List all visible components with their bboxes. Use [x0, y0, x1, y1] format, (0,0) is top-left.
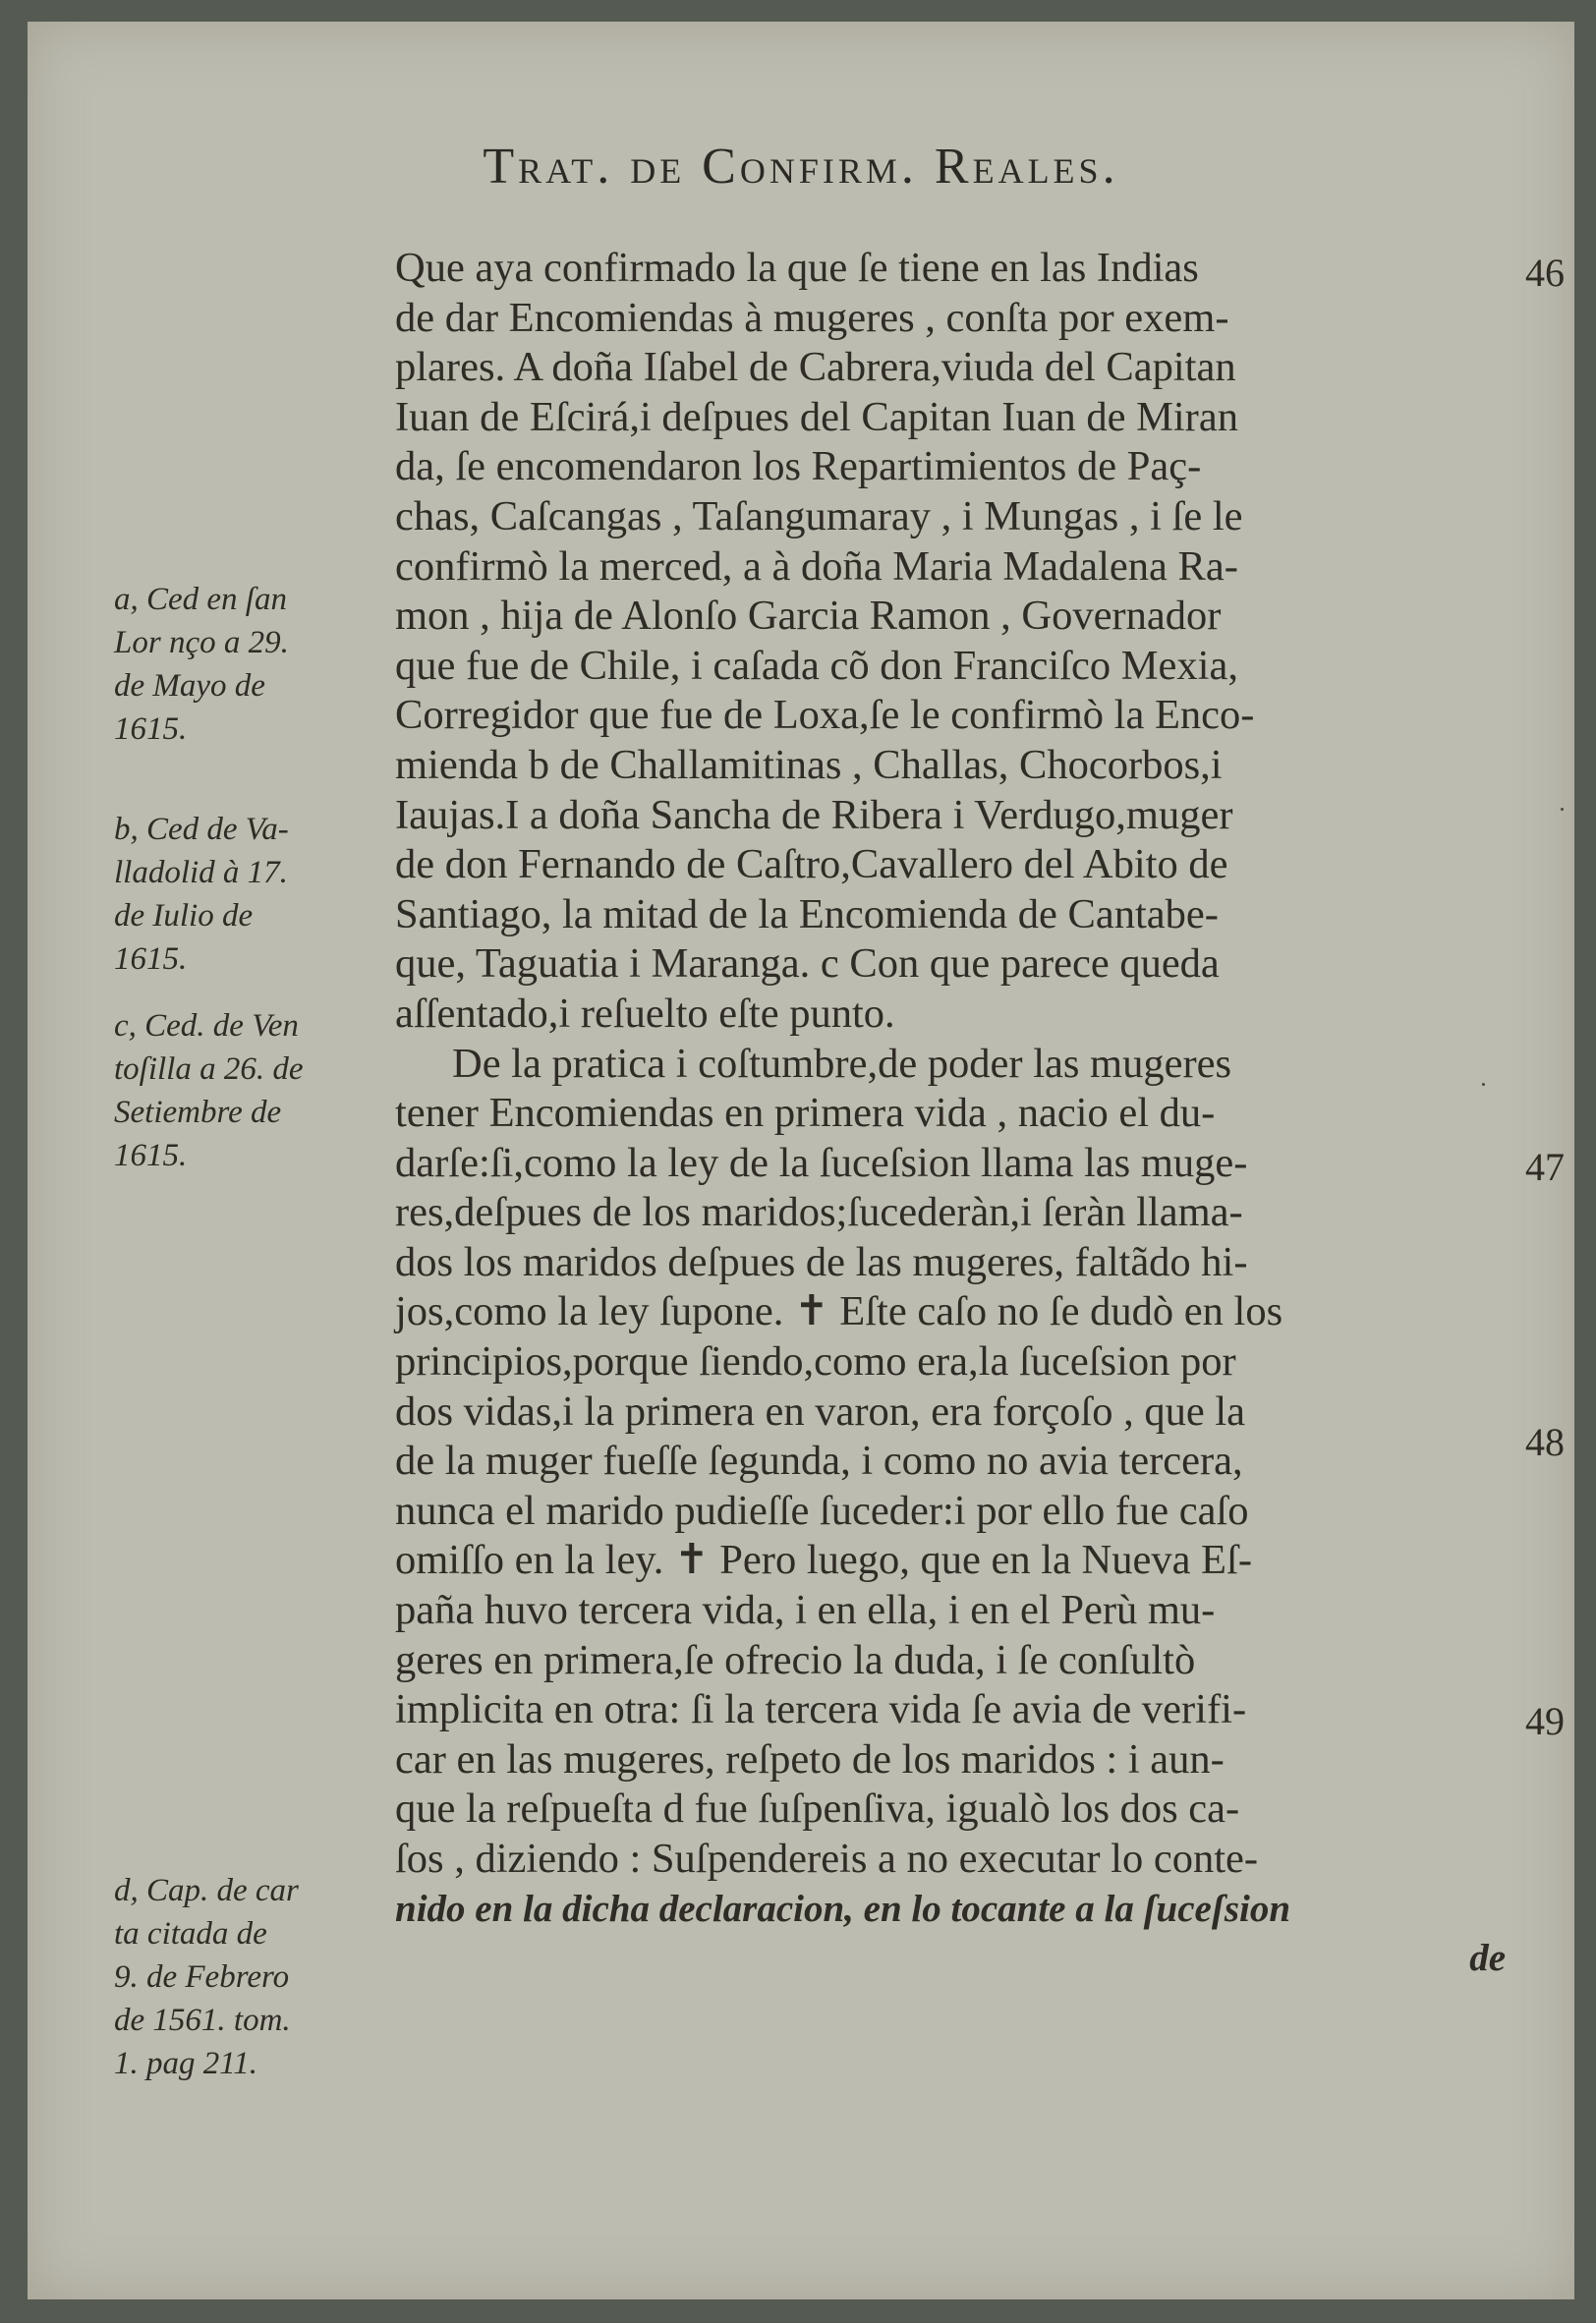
margin-note-line: c, Ced. de Ven	[114, 1008, 299, 1044]
text-line: principios,porque ſiendo,como era,la ſuceſsion por	[395, 1338, 1236, 1386]
text-line: implicita en otra: ſi la tercera vida ſe avia de verifi-	[395, 1686, 1247, 1733]
text-line: que fue de Chile, i caſada cõ don Franciſco Mexia,	[395, 642, 1238, 689]
paragraph-number-46: 46	[1525, 251, 1565, 295]
margin-note-line: 1615.	[114, 711, 188, 747]
text-line: geres en primera,ſe ofrecio la duda, i ſe conſultò	[395, 1636, 1196, 1683]
margin-note-line: 9. de Febrero	[114, 1959, 290, 1995]
text-line: de la muger fueſſe ſegunda, i como no avia tercera,	[395, 1438, 1243, 1485]
margin-note-line: 1. pag 211.	[114, 2046, 258, 2081]
text-line: da, ſe encomendaron los Repartimientos de Paç-	[395, 443, 1202, 490]
margin-note-line: de 1561. tom.	[114, 2003, 291, 2038]
text-line: Iuan de Eſcirá,i deſpues del Capitan Iuan de Miran	[395, 393, 1238, 440]
text-line: car en las mugeres, reſpeto de los maridos : i aun-	[395, 1735, 1225, 1783]
text-line: chas, Caſcangas , Taſangumaray , i Mungas , i ſe le	[395, 492, 1243, 539]
text-line: plares. A doña Iſabel de Cabrera,viuda del Capitan	[395, 344, 1236, 391]
text-line: confirmò la merced, a à doña Maria Madalena Ra-	[395, 542, 1238, 590]
text-line: Corregidor que fue de Loxa,ſe le confirmò la Enco-	[395, 692, 1255, 739]
text-line: que la reſpueſta d fue ſuſpenſiva, igualò los dos ca-	[395, 1785, 1240, 1833]
margin-note-line: d, Cap. de car	[114, 1873, 299, 1908]
text-line: nido en la dicha declaracion, en lo tocante a la ſuceſsion	[395, 1887, 1291, 1930]
text-line: Santiago, la mitad de la Encomienda de Cantabe-	[395, 890, 1219, 937]
margin-note-line: Lor nço a 29.	[114, 625, 289, 660]
margin-note-d	[114, 1869, 399, 2085]
margin-note-line: de Iulio de	[114, 898, 254, 934]
margin-note-line: b, Ced de Va-	[114, 812, 289, 847]
text-line: res,deſpues de los maridos;ſucederàn,i ſeràn llama-	[395, 1189, 1243, 1236]
margin-note-line: Setiembre de	[114, 1095, 282, 1130]
margin-note-line: ta citada de	[114, 1916, 267, 1952]
text-line: Iaujas.I a doña Sancha de Ribera i Verdugo,muger	[395, 791, 1233, 838]
margin-note-c	[114, 1004, 399, 1177]
text-line: darſe:ſi,como la ley de la ſuceſsion llama las muge-	[395, 1139, 1248, 1186]
margin-note-line: toſilla a 26. de	[114, 1051, 304, 1087]
text-line: paña huvo tercera vida, i en ella, i en el Perù mu-	[395, 1587, 1216, 1634]
text-line: dos los maridos deſpues de las mugeres, faltãdo hi-	[395, 1238, 1248, 1285]
text-line: jos,como la ley ſupone. ✝ Eſte caſo no ſe dudò en los	[395, 1288, 1283, 1335]
margin-note-a	[114, 578, 399, 751]
text-line: De la pratica i coſtumbre,de poder las mugeres	[452, 1040, 1232, 1087]
margin-note-line: 1615.	[114, 941, 188, 977]
text-line: dos vidas,i la primera en varon, era forçoſo , que la	[395, 1388, 1246, 1435]
text-line: tener Encomiendas en primera vida , nacio el du-	[395, 1090, 1216, 1137]
paragraph-number-47: 47	[1525, 1145, 1565, 1189]
paper-speck	[1561, 808, 1564, 811]
margin-note-line: 1615.	[114, 1138, 188, 1173]
margin-note-line: a, Ced en ſan	[114, 582, 287, 617]
margin-note-line: lladolid à 17.	[114, 855, 288, 890]
text-line: nunca el marido pudieſſe ſuceder:i por ello fue caſo	[395, 1487, 1249, 1534]
paragraph-number-49: 49	[1525, 1699, 1565, 1743]
text-line: aſſentado,i reſuelto eſte punto.	[395, 990, 895, 1037]
text-line: mon , hija de Alonſo Garcia Ramon , Governador	[395, 593, 1222, 640]
main-text-column	[395, 244, 1506, 1984]
margin-note-line: de Mayo de	[114, 668, 265, 704]
text-line: Que aya confirmado la que ſe tiene en las Indias	[395, 245, 1199, 291]
text-line: de don Fernando de Caſtro,Cavallero del Abito de	[395, 841, 1228, 888]
running-header: Trat. de Confirm. Reales.	[483, 139, 1119, 195]
text-line: mienda b de Challamitinas , Challas, Chocorbos,i	[395, 741, 1223, 788]
text-line: ſos , diziendo : Suſpendereis a no executar lo conte-	[395, 1836, 1259, 1882]
book-page	[28, 22, 1574, 2299]
margin-note-b	[114, 808, 399, 981]
text-line: omiſſo en la ley. ✝ Pero luego, que en la Nueva Eſ-	[395, 1537, 1252, 1584]
catchword: de	[1469, 1937, 1506, 1980]
text-line: de dar Encomiendas à mugeres , conſta por exem-	[395, 294, 1229, 341]
text-line: que, Taguatia i Maranga. c Con que parece queda	[395, 940, 1220, 988]
paper-speck	[1482, 1083, 1485, 1086]
paragraph-number-48: 48	[1525, 1420, 1565, 1464]
